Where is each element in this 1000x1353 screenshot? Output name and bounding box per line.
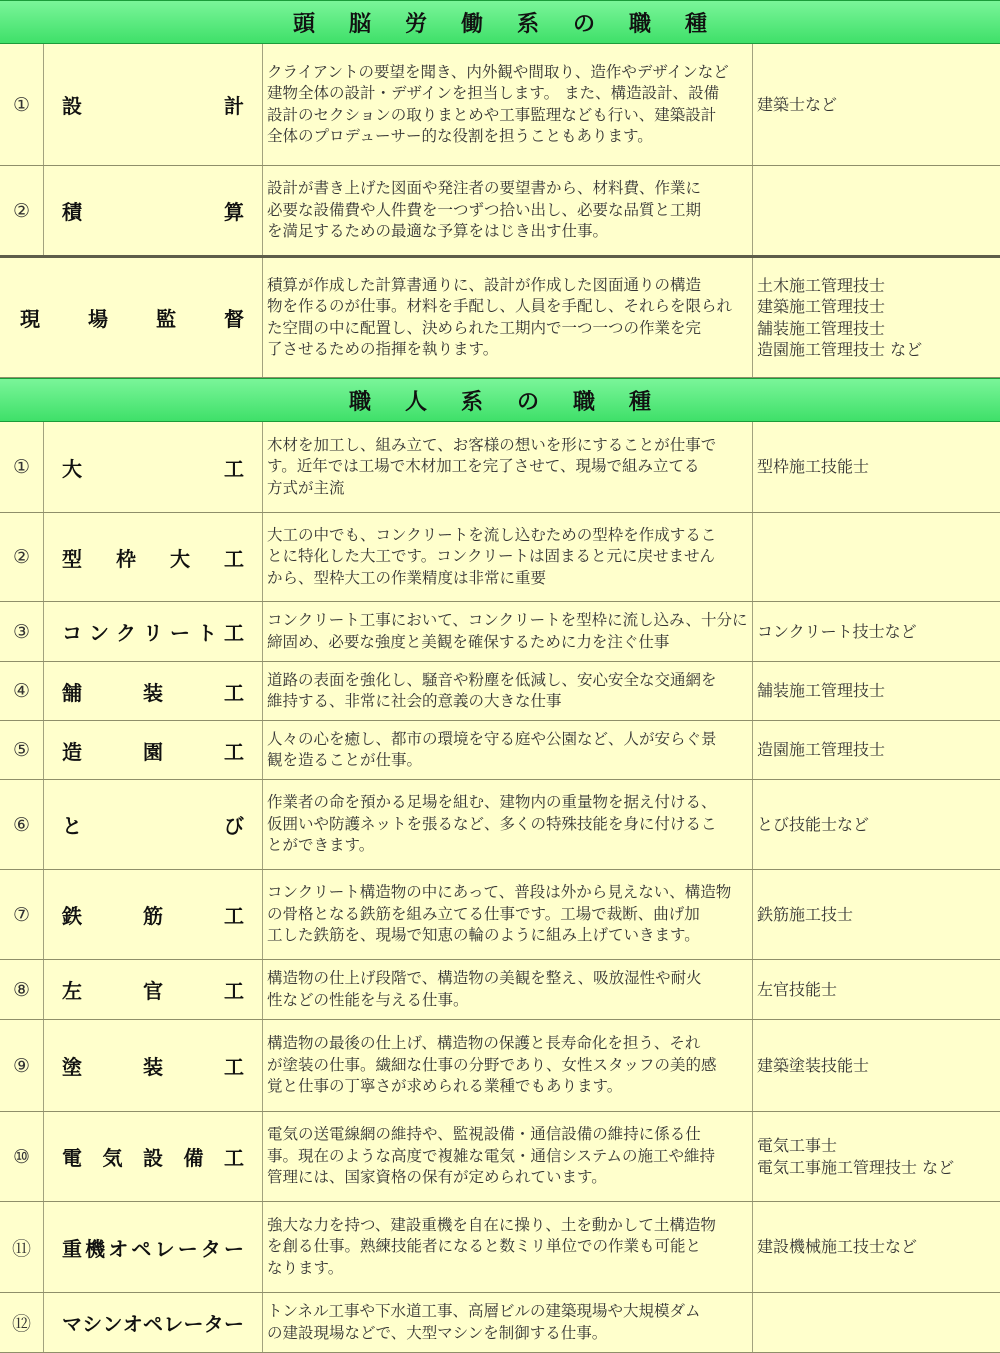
job-description: 大工の中でも、コンクリートを流し込むための型枠を作成するこ とに特化した大工です。コンクリートは固まると元に戻せません から、型枠大工の作業精度は非常に重要: [263, 513, 753, 601]
job-qualification: 型枠施工技能士: [757, 457, 870, 477]
table-row: [0, 780, 1000, 870]
table-row: [0, 960, 1000, 1020]
row-number: ①: [0, 422, 44, 512]
job-qualification: 舗装施工管理技士: [757, 681, 886, 701]
table-row: [0, 258, 1000, 378]
job-description: コンクリート工事において、コンクリートを型枠に流し込み、十分に 締固め、必要な強度と美観を確保するために力を注ぐ仕事: [263, 602, 753, 661]
job-description: 構造物の仕上げ段階で、構造物の美観を整え、吸放湿性や耐火 性などの性能を与える仕事。: [263, 960, 753, 1019]
job-description: 構造物の最後の仕上げ、構造物の保護と長寿命化を担う、それ が塗装の仕事。繊細な仕事の分野であり、女性スタッフの美的感 覚と仕事の丁寧さが求められる業種でもあります。: [263, 1020, 753, 1111]
job-description: 木材を加工し、組み立て、お客様の想いを形にすることが仕事で す。近年では工場で木材加工を完了させて、現場で組み立てる 方式が主流: [263, 422, 753, 512]
job-description: 作業者の命を預かる足場を組む、建物内の重量物を据え付ける、 仮囲いや防護ネットを張るなど、多くの特殊技能を身に付けるこ とができます。: [263, 780, 753, 869]
row-number: ⑪: [0, 1202, 44, 1292]
job-qualification: コンクリート技士など: [757, 621, 917, 641]
job-qualification: [753, 1293, 1000, 1352]
job-name: と び: [44, 780, 263, 869]
row-number: ⑦: [0, 870, 44, 959]
job-name: 積 算: [44, 166, 263, 255]
row-number: ⑥: [0, 780, 44, 869]
job-description: トンネル工事や下水道工事、高層ビルの建築現場や大規模ダム の建設現場などで、大型マシンを制御する仕事。: [263, 1293, 753, 1352]
row-number: ⑤: [0, 721, 44, 779]
row-number: ①: [0, 44, 44, 165]
job-qualification: とび技能士など: [757, 814, 870, 834]
job-name: 鉄 筋 工: [44, 870, 263, 959]
row-number: ③: [0, 602, 44, 661]
row-number: ②: [0, 166, 44, 255]
job-qualification: 建設機械施工技士など: [757, 1237, 918, 1257]
table-row: [0, 1020, 1000, 1112]
section-title: 職 人 系 の 職 種: [348, 389, 652, 415]
job-qualification: 電気工事士 電気工事施工管理技士 など: [757, 1136, 955, 1177]
job-description: 人々の心を癒し、都市の環境を守る庭や公園など、人が安らぐ景 観を造ることが仕事。: [263, 721, 753, 779]
table-row: [0, 662, 1000, 721]
job-qualification: 造園施工管理技士: [757, 740, 886, 760]
row-number: ⑨: [0, 1020, 44, 1111]
table-row: [0, 422, 1000, 513]
job-name: 造 園 工: [44, 721, 263, 779]
job-qualification: 建築塗装技能士: [757, 1055, 870, 1075]
job-name: コ ン ク リ ー ト 工: [44, 602, 263, 661]
table-row: [0, 721, 1000, 780]
job-name: 大 工: [44, 422, 263, 512]
job-name: マ シ ン オ ペ レ ー タ ー: [44, 1293, 263, 1352]
table-row: [0, 1293, 1000, 1353]
table-row: [0, 513, 1000, 602]
job-qualification: [753, 513, 1000, 601]
table-row: [0, 1112, 1000, 1202]
row-number: ⑧: [0, 960, 44, 1019]
table-row: [0, 166, 1000, 258]
job-name: 舗 装 工: [44, 662, 263, 720]
job-description: 電気の送電線網の維持や、監視設備・通信設備の維持に係る仕 事。現在のような高度で複雑な電気・通信システムの施工や維持 管理には、国家資格の保有が定められています。: [263, 1112, 753, 1201]
row-number: ④: [0, 662, 44, 720]
job-name: 重 機 オ ペ レ ー タ ー: [44, 1202, 263, 1292]
row-number: ⑩: [0, 1112, 44, 1201]
job-name: 設 計: [44, 44, 263, 165]
job-name: 左 官 工: [44, 960, 263, 1019]
table-row: [0, 870, 1000, 960]
table-row: [0, 1202, 1000, 1293]
job-name: 型 枠 大 工: [44, 513, 263, 601]
job-name: 電 気 設 備 工: [44, 1112, 263, 1201]
job-description: 設計が書き上げた図面や発注者の要望書から、材料費、作業に 必要な設備費や人件費を一つずつ拾い出し、必要な品質と工期 を満足するための最適な予算をはじき出す仕事。: [263, 166, 753, 255]
job-qualification: 土木施工管理技士 建築施工管理技士 舗装施工管理技士 造園施工管理技士 など: [757, 275, 923, 359]
row-number: ⑫: [0, 1293, 44, 1352]
section-title: 頭 脳 労 働 系 の 職 種: [292, 11, 708, 37]
job-qualification: 左官技能士: [757, 979, 838, 999]
job-name: 塗 装 工: [44, 1020, 263, 1111]
section-header-craftsman: [0, 378, 1000, 422]
job-description: 道路の表面を強化し、騒音や粉塵を低減し、安心安全な交通網を 維持する、非常に社会的意義の大きな仕事: [263, 662, 753, 720]
job-description: クライアントの要望を聞き、内外観や間取り、造作やデザインなど 建物全体の設計・デザインを担当します。 また、構造設計、設備 設計のセクションの取りまとめや工事監理なども行い、建築設計 全体のプロデューサー的な役割を担うこともあります。: [263, 44, 753, 165]
job-qualification: 鉄筋施工技士: [757, 904, 854, 924]
job-name: 現 場 監 督: [0, 258, 263, 377]
row-number: ②: [0, 513, 44, 601]
section-header-brain-work: [0, 0, 1000, 44]
job-description: 強大な力を持つ、建設重機を自在に操り、土を動かして土構造物 を創る仕事。熟練技能者になると数ミリ単位での作業も可能と なります。: [263, 1202, 753, 1292]
job-qualification: [753, 166, 1000, 255]
table-row: [0, 44, 1000, 166]
job-qualification: 建築士など: [757, 94, 838, 114]
job-description: コンクリート構造物の中にあって、普段は外から見えない、構造物 の骨格となる鉄筋を組み立てる仕事です。工場で裁断、曲げ加 工した鉄筋を、現場で知恵の輪のように組み上げていきます。: [263, 870, 753, 959]
table-row: [0, 602, 1000, 662]
job-description: 積算が作成した計算書通りに、設計が作成した図面通りの構造 物を作るのが仕事。材料を手配し、人員を手配し、それらを限られ た空間の中に配置し、決められた工期内で一つ一つの作業を完 了させるための指揮を執ります。: [263, 258, 753, 377]
